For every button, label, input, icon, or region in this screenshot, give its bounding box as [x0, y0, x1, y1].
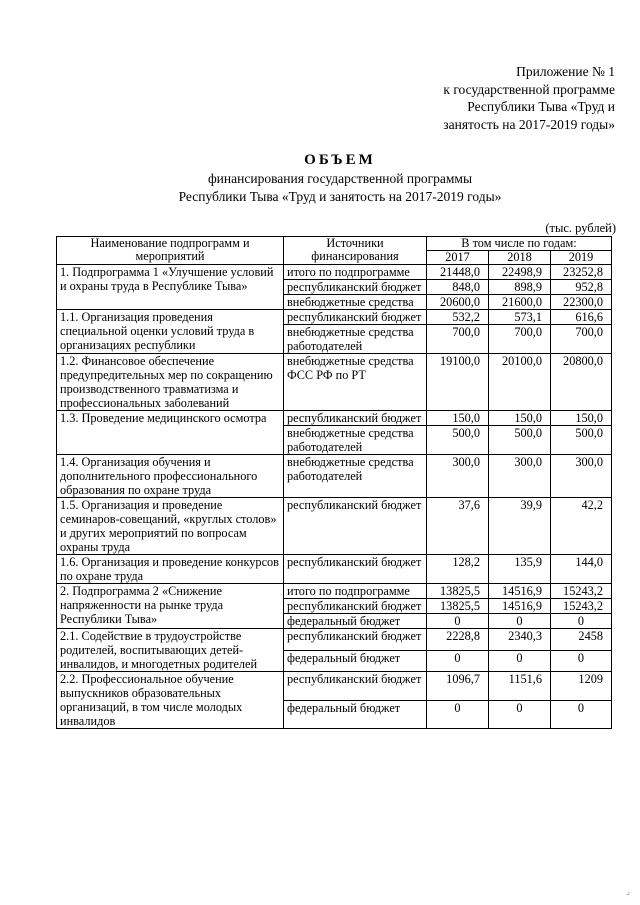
value-cell-2019: 2458: [551, 629, 612, 651]
funding-source-cell: федеральный бюджет: [284, 700, 427, 729]
value-cell-2018: 135,9: [489, 555, 551, 584]
value-cell-2019: 500,0: [551, 426, 612, 455]
value-cell-2018: 500,0: [489, 426, 551, 455]
value-cell-2019: 22300,0: [551, 295, 612, 310]
value-cell-2017: 13825,5: [427, 584, 489, 599]
funding-source-cell: республиканский бюджет: [284, 599, 427, 614]
funding-source-cell: республиканский бюджет: [284, 310, 427, 325]
table-row: [57, 310, 612, 325]
funding-source-cell: республиканский бюджет: [284, 280, 427, 295]
funding-source-cell: республиканский бюджет: [284, 498, 427, 555]
appendix-line-3: Республики Тыва «Труд и: [467, 99, 615, 114]
funding-source-cell: республиканский бюджет: [284, 411, 427, 426]
funding-source-cell: итого по подпрограмме: [284, 265, 427, 280]
program-name-cell: 1.6. Организация и проведение конкурсов по охране труда: [57, 555, 284, 584]
header-years: В том числе по годам:: [427, 237, 612, 251]
value-cell-2019: 0: [551, 650, 612, 672]
value-cell-2018: 14516,9: [489, 584, 551, 599]
value-cell-2018: 14516,9: [489, 599, 551, 614]
corner-mark: ⌟: [625, 886, 630, 896]
value-cell-2017: 37,6: [427, 498, 489, 555]
header-year-2019: 2019: [551, 251, 612, 265]
value-cell-2017: 1096,7: [427, 672, 489, 701]
value-cell-2018: 21600,0: [489, 295, 551, 310]
value-cell-2018: 573,1: [489, 310, 551, 325]
value-cell-2017: 532,2: [427, 310, 489, 325]
program-name-cell: 1.3. Проведение медицинского осмотра: [57, 411, 284, 455]
value-cell-2019: 144,0: [551, 555, 612, 584]
financing-table: [56, 236, 612, 729]
program-name-cell: 1.4. Организация обучения и дополнительного профессионального образования по охране труда: [57, 455, 284, 498]
funding-source-cell: итого по подпрограмме: [284, 584, 427, 599]
value-cell-2019: 42,2: [551, 498, 612, 555]
value-cell-2019: 15243,2: [551, 584, 612, 599]
value-cell-2019: 616,6: [551, 310, 612, 325]
program-name-cell: 2.1. Содействие в трудоустройстве родителей, воспитывающих детей-инвалидов, и многодетных родителей: [57, 629, 284, 672]
table-row: [57, 498, 612, 555]
funding-source-cell: республиканский бюджет: [284, 672, 427, 701]
value-cell-2018: 898,9: [489, 280, 551, 295]
value-cell-2018: 1151,6: [489, 672, 551, 701]
title-block: [40, 150, 640, 206]
table-row: [57, 455, 612, 498]
header-year-2018: 2018: [489, 251, 551, 265]
appendix-line-4: занятость на 2017-2019 годы»: [443, 116, 615, 132]
value-cell-2017: 0: [427, 614, 489, 629]
table-row: [57, 354, 612, 411]
value-cell-2017: 21448,0: [427, 265, 489, 280]
value-cell-2017: 300,0: [427, 455, 489, 498]
value-cell-2018: 2340,3: [489, 629, 551, 651]
funding-source-cell: внебюджетные средства ФСС РФ по РТ: [284, 354, 427, 411]
table-body: [57, 265, 612, 729]
funding-source-cell: внебюджетные средства работодателей: [284, 325, 427, 354]
value-cell-2019: 700,0: [551, 325, 612, 354]
value-cell-2017: 700,0: [427, 325, 489, 354]
funding-source-cell: федеральный бюджет: [284, 650, 427, 672]
value-cell-2017: 0: [427, 700, 489, 729]
value-cell-2019: 20800,0: [551, 354, 612, 411]
appendix-line-2: к государственной программе: [443, 81, 615, 97]
program-name-cell: 1.2. Финансовое обеспечение предупредительных мер по сокращению производственного травматизма и профессиональных заболеваний: [57, 354, 284, 411]
value-cell-2019: 300,0: [551, 455, 612, 498]
value-cell-2017: 128,2: [427, 555, 489, 584]
value-cell-2018: 700,0: [489, 325, 551, 354]
table-row: [57, 629, 612, 651]
value-cell-2017: 2228,8: [427, 629, 489, 651]
funding-source-cell: внебюджетные средства работодателей: [284, 455, 427, 498]
value-cell-2017: 13825,5: [427, 599, 489, 614]
value-cell-2018: 20100,0: [489, 354, 551, 411]
table-row: [57, 555, 612, 584]
program-name-cell: 1. Подпрограмма 1 «Улучшение условий и охраны труда в Республике Тыва»: [57, 265, 284, 310]
value-cell-2017: 500,0: [427, 426, 489, 455]
table-row: [57, 265, 612, 280]
table-row: [57, 411, 612, 426]
value-cell-2019: 0: [551, 700, 612, 729]
value-cell-2018: 0: [489, 650, 551, 672]
program-name-cell: 1.5. Организация и проведение семинаров-совещаний, «круглых столов» и других мероприятий по вопросам охраны труда: [57, 498, 284, 555]
program-name-cell: 2.2. Профессиональное обучение выпускников образовательных организаций, в том числе молодых инвалидов: [57, 672, 284, 729]
value-cell-2018: 150,0: [489, 411, 551, 426]
value-cell-2019: 952,8: [551, 280, 612, 295]
document-title: ОБЪЕМ: [304, 152, 376, 168]
title-subline-2: Республики Тыва «Труд и занятость на 2017-2019 годы»: [178, 189, 502, 204]
header-name: Наименование подпрограмм и мероприятий: [57, 237, 284, 265]
value-cell-2019: 1209: [551, 672, 612, 701]
program-name-cell: 2. Подпрограмма 2 «Снижение напряженности на рынке труда Республики Тыва»: [57, 584, 284, 629]
funding-source-cell: республиканский бюджет: [284, 555, 427, 584]
value-cell-2017: 150,0: [427, 411, 489, 426]
value-cell-2018: 0: [489, 614, 551, 629]
value-cell-2018: 22498,9: [489, 265, 551, 280]
value-cell-2017: 19100,0: [427, 354, 489, 411]
funding-source-cell: федеральный бюджет: [284, 614, 427, 629]
table-row: [57, 584, 612, 599]
funding-source-cell: внебюджетные средства: [284, 295, 427, 310]
header-year-2017: 2017: [427, 251, 489, 265]
appendix-line-1: Приложение № 1: [516, 64, 615, 79]
value-cell-2018: 300,0: [489, 455, 551, 498]
value-cell-2019: 150,0: [551, 411, 612, 426]
funding-source-cell: внебюджетные средства работодателей: [284, 426, 427, 455]
header-sources: Источники финансирования: [284, 237, 427, 265]
value-cell-2019: 15243,2: [551, 599, 612, 614]
appendix-note: [400, 63, 615, 133]
program-name-cell: 1.1. Организация проведения специальной оценки условий труда в организациях республики: [57, 310, 284, 354]
value-cell-2017: 20600,0: [427, 295, 489, 310]
value-cell-2019: 23252,8: [551, 265, 612, 280]
value-cell-2017: 0: [427, 650, 489, 672]
title-subline-1: финансирования государственной программы: [207, 171, 473, 186]
funding-source-cell: республиканский бюджет: [284, 629, 427, 651]
value-cell-2019: 0: [551, 614, 612, 629]
value-cell-2018: 39,9: [489, 498, 551, 555]
value-cell-2017: 848,0: [427, 280, 489, 295]
value-cell-2018: 0: [489, 700, 551, 729]
units-note: (тыс. рублей): [545, 221, 616, 235]
table-row: [57, 672, 612, 701]
